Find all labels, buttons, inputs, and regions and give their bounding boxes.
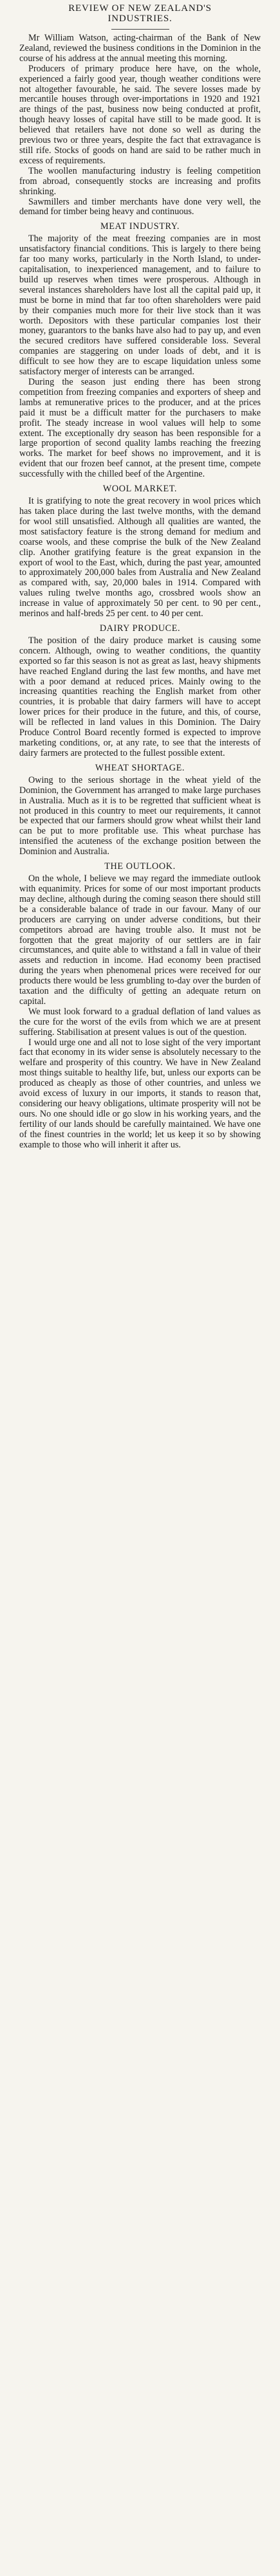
article-section — [19, 484, 261, 619]
paragraph: Mr William Watson, acting-chairman of the Bank of New Zealand, reviewed the business conditions in the Dominion in the course of his address at the annual meeting this morning. — [19, 33, 261, 64]
paragraph: Sawmillers and timber merchants have done very well, the demand for timber being heavy and continuous. — [19, 196, 261, 217]
article-title — [19, 3, 261, 24]
article-section — [19, 221, 261, 480]
paragraph: I would urge one and all not to lose sight of the very important fact that economy in its wider sense is absolutely necessary to the welfare and prosperity of this country. We have in New Zealand most things suitable to healthy life, but, unless our exports can be produced as cheaply as those of other countries, and unless we avoid excess of luxury in our imports, it stands to reason that, considering our heavy obligations, ultimate prosperity will not be ours. No one should idle or go slow in his working years, and the fertility of our lands should be carefully maintained. We have one of the finest countries in the world; let us keep it so by showing example to those who will inherit it after us. — [19, 1037, 261, 1150]
article-section — [19, 861, 261, 1150]
article-section — [19, 623, 261, 759]
article-title-line-2: INDUSTRIES. — [107, 14, 173, 24]
section-heading: WHEAT SHORTAGE. — [95, 762, 185, 773]
paragraph: The position of the dairy produce market is causing some concern. Although, owing to weather conditions, the quantity exported so far this season is not as great as last, heavy shipments have reached England during the last few months, and have met with a poor demand at reduced prices. Mainly owing to the increasing quantities reaching the English market from other countries, it is probable that dairy farmers will have to accept lower prices for their produce in the future, and this, of course, will be reflected in land values in this Dominion. The Dairy Produce Control Board recently formed is expected to improve marketing conditions, or, at any rate, to see that the interests of dairy farmers are protected to the fullest possible extent. — [19, 635, 261, 758]
article-body — [19, 33, 261, 1151]
paragraph: Producers of primary produce here have, on the whole, experienced a fairly good year, though weather conditions were not altogether favourable, he said. The severe losses made by mercantile houses through over-importations in 1920 and 1921 are things of the past, business now being conducted at profit, though heavy losses of capital have still to be made good. It is believed that retailers have not done so well as during the previous two or three years, despite the fact that extravagance is still rife. Stocks of goods on hand are said to be rather much in excess of requirements. — [19, 63, 261, 166]
section-heading: DAIRY PRODUCE. — [99, 623, 181, 634]
article-section — [19, 763, 261, 857]
paragraph: The woollen manufacturing industry is feeling competition from abroad, consequently stocks are increasing and profits shrinking. — [19, 165, 261, 197]
section-heading: THE OUTLOOK. — [104, 861, 176, 872]
paragraph: It is gratifying to note the great recovery in wool prices which has taken place during the last twelve months, with the demand for wool still unsatisfied. Although all qualities are wanted, the most satisfactory feature is the strong demand for medium and coarse wools, and these comprise the bulk of the New Zealand clip. Another gratifying feature is the great expansion in the export of wool to the East, which, during the past year, amounted to approximately 200,000 bales from Australia and New Zealand as compared with, say, 20,000 bales in 1914. Compared with values ruling twelve months ago, crossbred wools show an increase in value of approximately 50 per cent. to 90 per cent., merinos and half-breds 25 per cent. to 40 per cent. — [19, 496, 261, 619]
paragraph: During the season just ending there has been strong competition from freezing companies and exporters of sheep and lambs at remunerative prices to the producer, and at the prices paid it must be a difficult matter for the purchasers to make profit. The steady increase in wool values will help to some extent. The exceptionally dry season has been responsible for a large proportion of second quality lambs reaching the freezing works. The market for beef shows no improvement, and it is evident that our frozen beef cannot, at the present time, compete successfully with the chilled beef of the Argentine. — [19, 377, 261, 480]
section-heading: WOOL MARKET. — [102, 484, 178, 495]
article-section — [19, 33, 261, 217]
title-divider — [111, 29, 169, 30]
paragraph: Owing to the serious shortage in the wheat yield of the Dominion, the Government has arranged to make large purchases in Australia. Much as it is to be regretted that sufficient wheat is not produced in this country to meet our requirements, it cannot be expected that our farmers should grow wheat whilst their land can be put to more profitable use. This wheat purchase has intensified the acuteness of the exchange position between the Dominion and Australia. — [19, 774, 261, 857]
article-title-line-1: REVIEW OF NEW ZEALAND'S — [68, 3, 212, 14]
paragraph: We must look forward to a gradual deflation of land values as the cure for the worst of the evils from which we are at present suffering. Stabilisation at present values is out of the question. — [19, 1006, 261, 1037]
paragraph: The majority of the meat freezing companies are in most unsatisfactory financial conditions. This is largely to there being far too many works, particularly in the North Island, to under-capitalisation, to inexperienced management, and to failure to build up reserves when times were prosperous. Although in several instances shareholders have lost all the capital paid up, it must be borne in mind that far too often shareholders were paid by their companies much more for their live stock than it was worth. Depositors with these particular companies lost their money, guarantors to the banks have also had to pay up, and even the secured creditors have suffered considerable loss. Several companies are staggering on under loads of debt, and it is difficult to see how they are to escape liquidation unless some satisfactory merger of interests can be arranged. — [19, 233, 261, 378]
paragraph: On the whole, I believe we may regard the immediate outlook with equanimity. Prices for some of our most important products may decline, although during the coming season there should still be a considerable balance of trade in our favour. Many of our producers are carrying on under adverse conditions, but their competitors abroad are having trouble also. It must not be forgotten that the great majority of our settlers are in fair circumstances, and quite able to withstand a fall in value of their assets and reduction in income. Had economy been practised during the years when phenomenal prices were received for our products there would be less grumbling to-day over the burden of taxation and the difficulty of getting an adequate return on capital. — [19, 873, 261, 1007]
section-heading: MEAT INDUSTRY. — [100, 221, 180, 232]
